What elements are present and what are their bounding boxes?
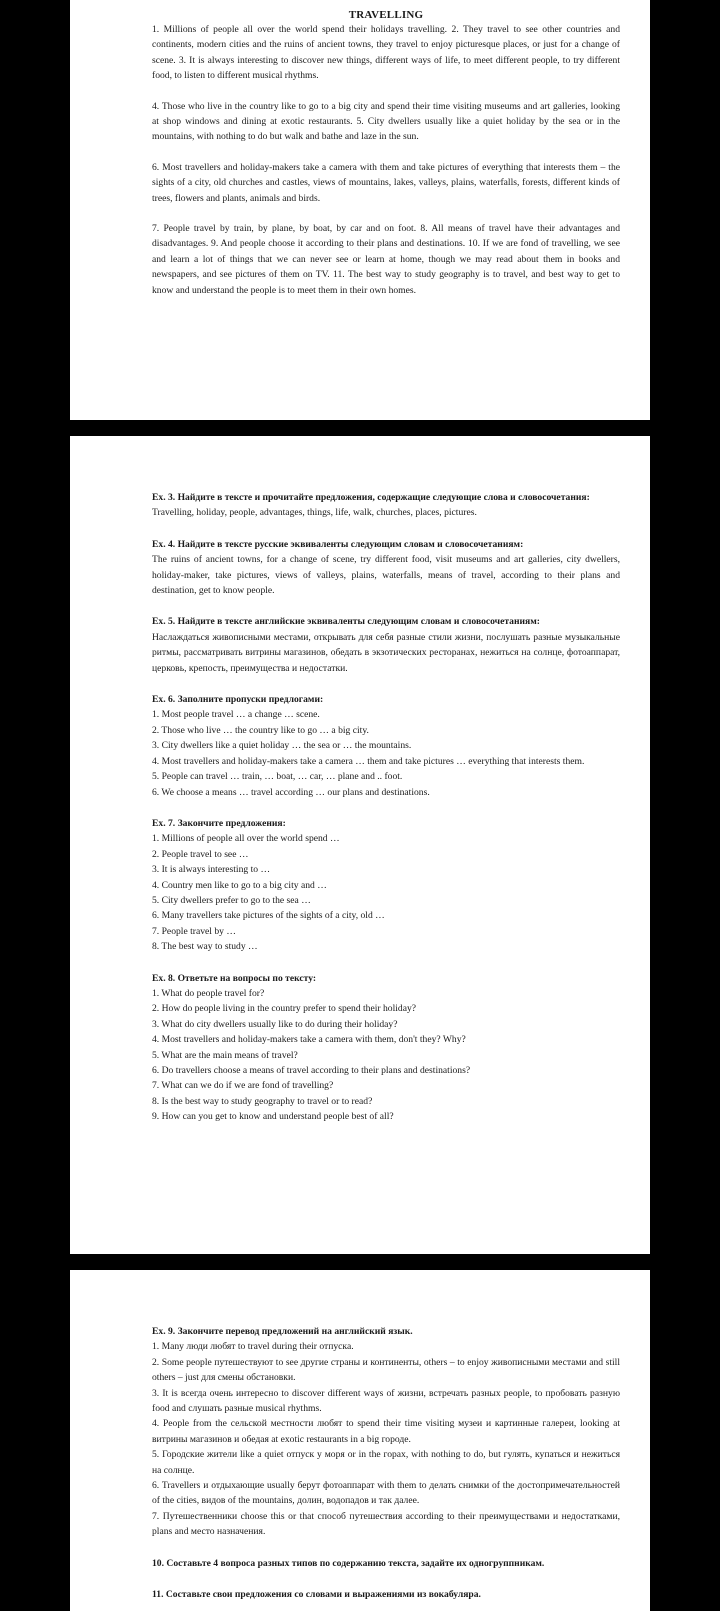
exercise-6-heading: Ex. 6. Заполните пропуски предлогами: [152, 694, 324, 706]
list-item: 9. How can you get to know and understand people best of all? [152, 1111, 394, 1123]
exercise-6 [152, 692, 620, 800]
text-paragraph-3: 6. Most travellers and holiday-makers take a camera with them and take pictures of everything that interests them – the sights of a city, old churches and castles, views of mountains, lakes, valleys, plains, waterfalls, forests, different kinds of trees, flowers and plants, animals and birds. [152, 161, 620, 204]
exercise-5 [152, 614, 620, 676]
list-item: 5. What are the main means of travel? [152, 1049, 298, 1061]
exercise-4 [152, 537, 620, 599]
list-item: 4. Most travellers and holiday-makers take a camera with them, don't they? Why? [152, 1034, 466, 1046]
document-title: TRAVELLING [348, 9, 424, 21]
list-item: 7. What can we do if we are fond of travelling? [152, 1080, 334, 1092]
list-item: 2. People travel to see … [152, 848, 249, 860]
exercise-4-heading: Ex. 4. Найдите в тексте русские эквиваленты следующим словам и словосочетаниям: [152, 538, 524, 550]
exercise-5-body: Наслаждаться живописными местами, открывать для себя разные стили жизни, послушать разные музыкальные ритмы, рассматривать витрины магазинов, обедать в экзотических ресторанах, нежиться на солнце, фотоаппарат, церковь, крепость, преимущества и недостатки. [152, 631, 620, 674]
exercise-5-heading: Ex. 5. Найдите в тексте английские эквиваленты следующим словам и словосочетаниям: [152, 616, 540, 628]
list-item: 1. Many люди любят to travel during their отпуска. [152, 1341, 354, 1353]
text-paragraph-1: 1. Millions of people all over the world spend their holidays travelling. 2. They travel to see other countries and continents, modern cities and the ruins of ancient towns, they travel to enjoy picturesque places, or just for a change of scene. 3. It is always interesting to discover new things, different ways of life, to meet different people, to try different food, to listen to different musical rhythms. [152, 24, 620, 82]
list-item: 3. It is всегда очень интересно to discover different ways of жизни, встречать разных people, to пробовать разную food and слушать разные musical rhythms. [152, 1387, 620, 1415]
exercise-11-heading: 11. Составьте свои предложения со словами и выражениями из вокабуляра. [152, 1589, 481, 1601]
list-item: 6. We choose a means … travel according … our plans and destinations. [152, 786, 430, 798]
exercise-7-heading: Ex. 7. Закончите предложения: [152, 817, 286, 829]
list-item: 2. How do people living in the country prefer to spend their holiday? [152, 1003, 417, 1015]
list-item: 6. Many travellers take pictures of the sights of a city, old … [152, 910, 385, 922]
exercise-3-heading: Ex. 3. Найдите в тексте и прочитайте предложения, содержащие следующие слова и словосочетания: [152, 492, 590, 503]
document-page-1 [70, 0, 650, 420]
exercise-11 [152, 1587, 620, 1602]
list-item: 3. City dwellers like a quiet holiday … the sea or … the mountains. [152, 740, 412, 752]
list-item: 5. People can travel … train, … boat, … car, … plane and .. foot. [152, 771, 403, 783]
exercise-3 [152, 490, 620, 521]
list-item: 2. Those who live … the country like to go … a big city. [152, 724, 369, 736]
list-item: 8. Is the best way to study geography to travel or to read? [152, 1095, 373, 1107]
exercise-4-body: The ruins of ancient towns, for a change of scene, try different food, visit museums and art galleries, city dwellers, holiday-maker, take pictures, views of valleys, plains, waterfalls, means of travel, according to their plans and destination, get to know people. [152, 554, 620, 597]
list-item: 1. Most people travel … a change … scene. [152, 709, 320, 721]
list-item: 8. The best way to study … [152, 941, 258, 953]
text-paragraph-2: 4. Those who live in the country like to go to a big city and spend their time visiting museums and art galleries, looking at shop windows and dining at exotic restaurants. 5. City dwellers usually like a quiet holiday by the sea or in the mountains, with nothing to do but walk and bathe and laze in the sun. [152, 100, 620, 143]
list-item: 4. Most travellers and holiday-makers take a camera … them and take pictures … everything that interests them. [152, 755, 585, 767]
exercise-10 [152, 1556, 620, 1571]
exercise-9 [152, 1324, 620, 1540]
list-item: 7. Путешественники choose this or that способ путешествия according to their преимуществами и недостатками, plans and место назначения. [152, 1510, 620, 1538]
list-item: 5. Городские жители like a quiet отпуск у моря or in the горах, with nothing to do, but гулять, купаться и нежиться на солнце. [152, 1449, 620, 1476]
list-item: 6. Do travellers choose a means of travel according to their plans and destinations? [152, 1065, 471, 1076]
exercise-10-heading: 10. Составьте 4 вопроса разных типов по содержанию текста, задайте их одногруппникам. [152, 1557, 545, 1569]
exercise-7 [152, 816, 620, 955]
list-item: 4. People from the сельской местности любят to spend their time visiting музеи и картинные галереи, looking at витрины магазинов и обедая at exotic restaurants in a big городе. [152, 1418, 620, 1445]
exercise-8-heading: Ex. 8. Ответьте на вопросы по тексту: [152, 972, 317, 984]
list-item: 3. It is always interesting to … [152, 864, 271, 876]
exercise-8 [152, 971, 620, 1125]
list-item: 7. People travel by … [152, 925, 236, 937]
list-item: 1. Millions of people all over the world spend … [152, 833, 340, 845]
list-item: 2. Some people путешествуют to see другие страны и континенты, others – to enjoy живописными местами and still others – just для смены обстановки. [152, 1356, 620, 1384]
text-paragraph-4: 7. People travel by train, by plane, by boat, by car and on foot. 8. All means of travel have their advantages and disadvantages. 9. And people choose it according to their plans and destinations. 10. If we are fond of travelling, we see and learn a lot of things that we can never see or learn at home, though we may read about them in books and newspapers, and see pictures of them on TV. 11. The best way to study geography is to travel, and best way to get to know and understand the people is to meet them in their own homes. [152, 223, 620, 296]
list-item: 1. What do people travel for? [152, 987, 265, 999]
list-item: 3. What do city dwellers usually like to do during their holiday? [152, 1018, 398, 1030]
document-page-2 [70, 436, 650, 1254]
exercise-9-heading: Ex. 9. Закончите перевод предложений на английский язык. [152, 1326, 413, 1337]
exercise-3-body: Travelling, holiday, people, advantages, things, life, walk, churches, places, pictures. [152, 507, 477, 519]
document-page-3 [70, 1270, 650, 1611]
list-item: 6. Travellers и отдыхающие usually берут фотоаппарат with them to делать снимки of the достопримечательностей of the cities, видов of the mountains, долин, водопадов и так далее. [152, 1480, 620, 1507]
list-item: 4. Country men like to go to a big city and … [152, 879, 327, 891]
list-item: 5. City dwellers prefer to go to the sea … [152, 894, 311, 906]
